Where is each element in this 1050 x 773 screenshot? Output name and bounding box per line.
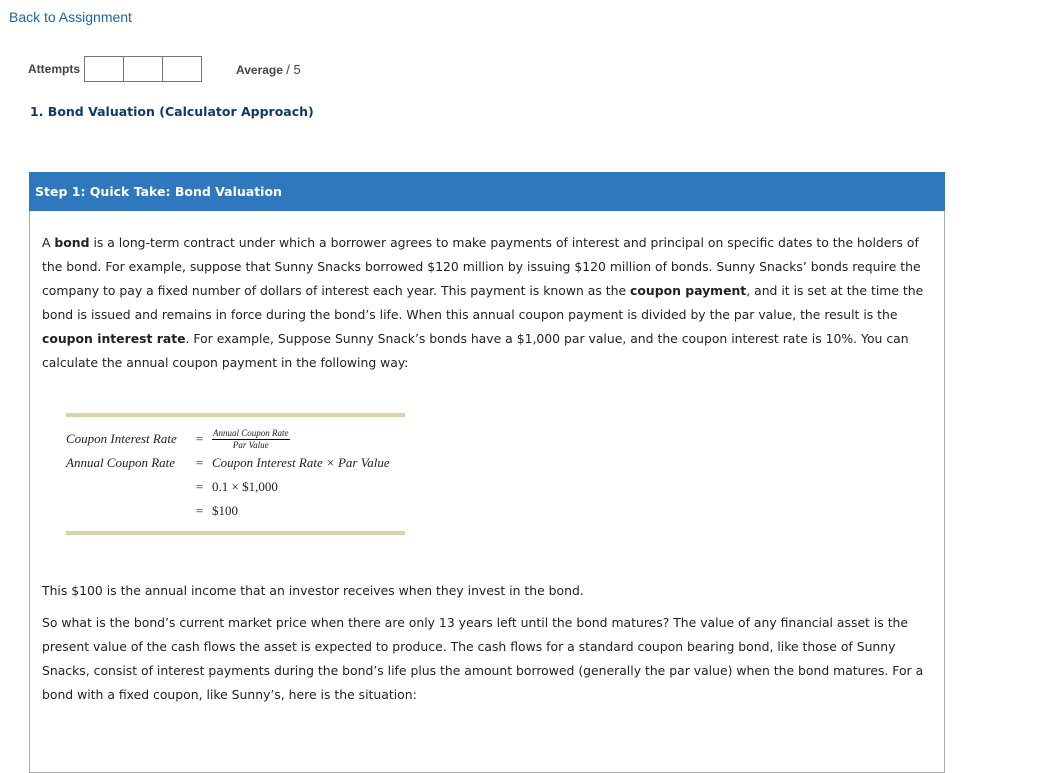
term-coupon-interest-rate: coupon interest rate [42,331,186,346]
average-value: / 5 [286,61,301,77]
average-text: Average [236,62,283,77]
text: , and it is set at the time the bond is issued and remains in force during the bond’s life. When this annual coupon payment is divided by the par value, the result is the [42,283,924,322]
fraction [212,428,290,451]
text: is a long-term contract under which a borrower agrees to make payments of interest and principal on specific dates to the holders of the bond. For example, suppose that Sunny Snacks borrowed $120 million by issuing $120 million of bonds. Sunny Snacks’ bonds require the company to pay a fixed number of dollars of interest each year. This payment is known as the [42,235,921,298]
equals-sign: = [195,431,204,446]
formula-rhs: 0.1 × $1,000 [212,479,278,494]
formula-rhs: Coupon Interest Rate × Par Value [212,455,390,470]
formula-rhs: $100 [212,503,238,518]
term-coupon-payment: coupon payment [630,283,747,298]
term-bond: bond [54,235,90,250]
formula-row [66,475,405,499]
attempt-box [84,56,124,82]
formula-box [66,413,405,535]
equals-sign: = [195,503,204,518]
step-panel [29,172,945,773]
average-label [236,62,301,77]
text: A [42,235,55,250]
intro-paragraph [42,231,932,375]
equals-sign: = [195,455,204,470]
back-to-assignment-link[interactable]: Back to Assignment [9,9,132,25]
equals-sign: = [195,479,204,494]
attempt-box [123,56,163,82]
formula-row [66,499,405,523]
formula-row [66,451,405,475]
numerator: Annual Coupon Rate [213,427,289,438]
market-price-paragraph: So what is the bond’s current market price when there are only 13 years left until the bond matures? The value of any financial asset is the present value of the cash flows the asset is expected to produce. The cash flows for a standard coupon bearing bond, like those of Sunny Snacks, consist of interest payments during the bond’s life plus the amount borrowed (generally the par value) when the bond matures. For a bond with a fixed coupon, like Sunny’s, here is the situation: [42,615,924,702]
text: . For example, Suppose Sunny Snack’s bonds have a $1,000 par value, and the coupon interest rate is 10%. You can calculate the annual coupon payment in the following way: [42,331,909,370]
step-content [30,231,944,707]
step-header: Step 1: Quick Take: Bond Valuation [29,172,945,211]
attempt-box [162,56,202,82]
formula-row [66,427,405,451]
denominator: Par Value [232,439,269,450]
formula-lhs: Coupon Interest Rate [66,431,177,446]
income-paragraph: This $100 is the annual income that an investor receives when they invest in the bond. [42,583,584,598]
question-title: 1. Bond Valuation (Calculator Approach) [30,104,314,119]
attempts-bar [28,56,305,82]
formula-lhs: Annual Coupon Rate [66,455,176,470]
attempts-label: Attempts [28,62,81,76]
